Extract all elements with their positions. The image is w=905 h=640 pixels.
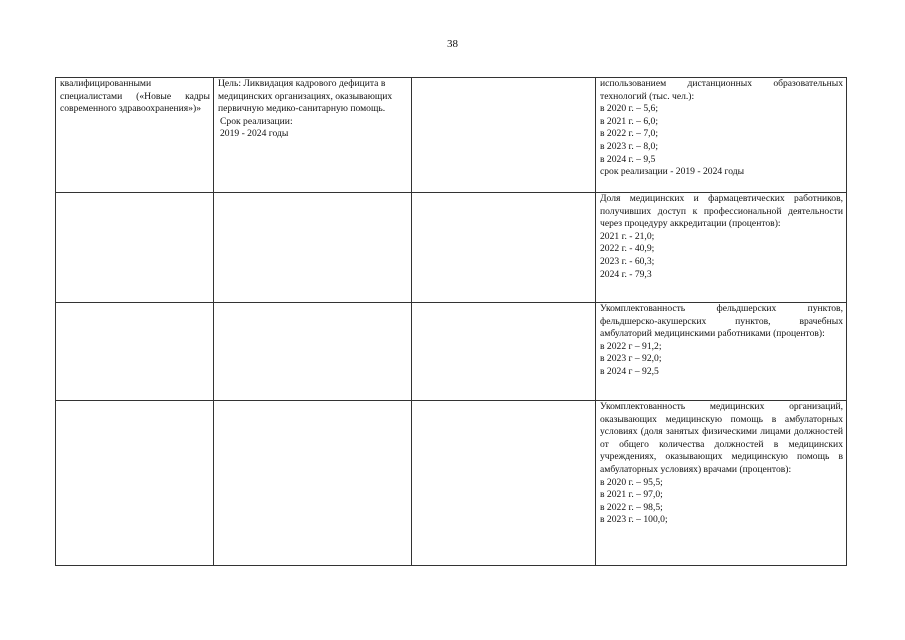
indicator-value: в 2023 г. – 100,0;: [600, 514, 668, 526]
indicator-value: в 2021 г. – 97,0;: [600, 489, 663, 501]
empty-cell: [214, 193, 412, 303]
empty-cell: [412, 401, 596, 566]
term-value: 2019 - 2024 годы: [220, 128, 289, 140]
row3-indicator-cell: [596, 303, 847, 401]
term-label: Срок реализации:: [220, 115, 293, 127]
row1-empty-cell: [412, 78, 596, 193]
row4-indicator-cell: [596, 401, 847, 566]
indicator-value: в 2021 г. – 6,0;: [600, 115, 659, 127]
indicator-value: в 2024 г. – 9,5: [600, 153, 656, 165]
row1-indicator-cell: [596, 78, 847, 193]
indicator-value: в 2022 г. – 98,5;: [600, 501, 663, 513]
indicator-value: 2022 г. - 40,9;: [600, 243, 655, 255]
empty-cell: [56, 303, 214, 401]
page-number: 38: [447, 38, 458, 50]
indicator-value: 2021 г. - 21,0;: [600, 230, 655, 242]
row2-indicator-cell: [596, 193, 847, 303]
indicator-value: в 2020 г. – 95,5;: [600, 476, 663, 488]
indicator-text: Доля медицинских и фармацевтических работников, получивших доступ к профессиональной деятельности через процедуру аккредитации (процентов):: [600, 193, 843, 230]
indicator-value: в 2022 г – 91,2;: [600, 340, 662, 352]
empty-cell: [56, 193, 214, 303]
empty-cell: [56, 401, 214, 566]
table-row: [56, 78, 847, 193]
indicator-value: в 2022 г. – 7,0;: [600, 128, 659, 140]
goal-text: Цель: Ликвидация кадрового дефицита в медицинских организациях, оказывающих первичную медико-санитарную помощь.: [218, 78, 393, 115]
empty-cell: [412, 303, 596, 401]
project-name-text: квалифицированными специалистами («Новые кадры современного здравоохранения»)»: [60, 78, 210, 115]
indicator-text: Укомплектованность фельдшерских пунктов, фельдшерско-акушерских пунктов, врачебных амбулаторий медицинскими работниками (процентов):: [600, 303, 843, 340]
row1-goal-cell: [214, 78, 412, 193]
empty-cell: [214, 303, 412, 401]
table-row: [56, 193, 847, 303]
empty-cell: [412, 193, 596, 303]
indicator-value: в 2024 г – 92,5: [600, 365, 659, 377]
indicator-value: в 2023 г. – 8,0;: [600, 140, 659, 152]
indicator-value: в 2020 г. – 5,6;: [600, 103, 659, 115]
table-row: [56, 303, 847, 401]
indicator-text: использованием дистанционных образовательных технологий (тыс. чел.):: [600, 78, 843, 102]
indicator-term: срок реализации - 2019 - 2024 годы: [600, 166, 745, 178]
indicator-value: 2024 г. - 79,3: [600, 268, 652, 280]
program-table: [55, 77, 847, 566]
indicator-text: Укомплектованность медицинских организаций, оказывающих медицинскую помощь в амбулаторных условиях (доля занятых физическими лицами должностей от общего количества должностей в медицинских учреждениях, оказывающих медицинскую помощь в амбулаторных условиях) врачами (процентов):: [600, 401, 843, 475]
row1-project-name-cell: [56, 78, 214, 193]
indicator-value: 2023 г. - 60,3;: [600, 255, 655, 267]
indicator-value: в 2023 г – 92,0;: [600, 353, 662, 365]
table-row: [56, 401, 847, 566]
empty-cell: [214, 401, 412, 566]
